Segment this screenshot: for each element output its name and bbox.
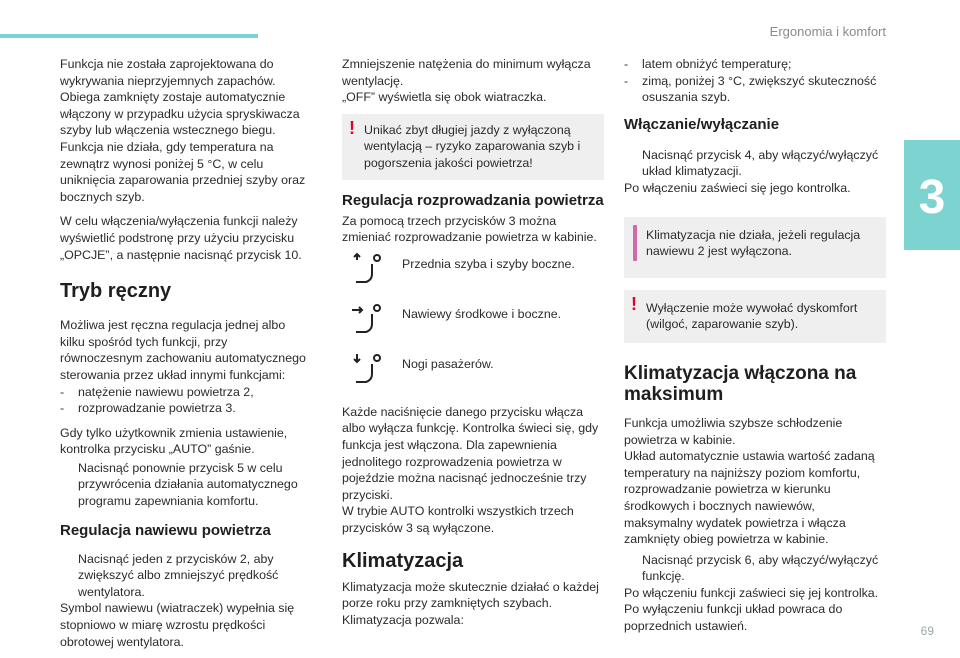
paragraph: Układ automatycznie ustawia wartość zadaną temperatury na najniższy poziom komfortu, rozprowadzanie powietrza w kierunku środkowych i bocznych nawiewów, maksymalny wydatek powietrza i włącza zamknięty obieg powietrza w kabinie. [624,449,875,547]
instruction-item: Nacisnąć przycisk 4, aby włączyć/wyłączyć układ klimatyzacji. [624,147,886,180]
bullet-icon [60,460,78,510]
top-accent-bar [0,34,258,38]
bullet-icon [60,551,78,601]
paragraph: Po włączeniu zaświeci się jego kontrolka. [624,180,851,195]
column-3 [624,56,886,643]
list-item: - latem obniżyć temperaturę; [624,57,792,71]
footwell-airflow-icon [350,352,386,388]
paragraph: Funkcja umożliwia szybsze schłodzenie powietrza w kabinie. [624,415,843,447]
instruction-item: Nacisnąć przycisk 6, aby włączyć/wyłączyć funkcję. [624,552,886,585]
warning-icon: ! [349,117,355,138]
column-1 [60,56,310,658]
heading-fan-control: Regulacja nawiewu powietrza [60,521,271,539]
page-number: 69 [920,624,934,638]
chapter-tab [904,140,960,250]
heading-air-conditioning: Klimatyzacja [342,549,464,572]
heading-air-distribution: Regulacja rozprowadzania powietrza [342,191,604,209]
list-item: - zimą, poniżej 3 °C, zwiększyć skuteczność osuszania szyb. [624,73,877,105]
distribution-option: Nogi pasażerów. [342,352,604,394]
central-vents-airflow-icon [350,302,386,338]
paragraph: „OFF” wyświetla się obok wiatraczka. [342,90,547,105]
instruction-item: Nacisnąć ponownie przycisk 5 w celu przywrócenia działania automatycznego programu zapewniania komfortu. [60,460,310,510]
paragraph: Każde naciśnięcie danego przycisku włącza albo wyłącza funkcję. Kontrolka świeci się, gdy funkcja jest włączona. Dla zapewnienia jednolitego rozprowadzenia powietrza w pojeździe można nacisnąć jednocześnie trzy przyciski. [342,404,599,502]
column-2 [342,56,604,636]
chapter-number: 3 [918,171,946,224]
distribution-option: Przednia szyba i szyby boczne. [342,252,604,294]
paragraph: Gdy tylko użytkownik zmienia ustawienie, kontrolka przycisku „AUTO” gaśnie. [60,425,288,457]
paragraph: W celu włączenia/wyłączenia funkcji należy wyświetlić podstronę przy użyciu przycisku „OPCJE”, a następnie nacisnąć przycisk 10. [60,214,302,262]
heading-max-ac: Klimatyzacja włączona na maksimum [624,362,857,405]
distribution-option: Nawiewy środkowe i boczne. [342,302,604,344]
paragraph: Możliwa jest ręczna regulacja jednej albo kilku spośród tych funkcji, przy równoczesnym zachowaniu automatycznego sterowania przez układ innymi funkcjami: [60,318,306,382]
warning-box: ! Wyłączenie może wywołać dyskomfort (wilgoć, zaparowanie szyb). [624,290,886,343]
list-item: - rozprowadzanie powietrza 3. [60,401,236,416]
bullet-icon [624,552,642,585]
heading-manual-mode: Tryb ręczny [60,280,172,303]
paragraph: Za pomocą trzech przycisków 3 można zmieniać rozprowadzanie powietrza w kabinie. [342,213,597,245]
info-icon [633,225,637,261]
paragraph: Klimatyzacja może skutecznie działać o każdej porze roku przy zamkniętych szybach. [342,579,599,611]
paragraph: Po włączeniu funkcji zaświeci się jej kontrolka. [624,585,879,600]
paragraph: Symbol nawiewu (wiatraczek) wypełnia się stopniowo w miarę wzrostu prędkości obrotowej wentylatora. [60,601,295,649]
warning-box: ! Unikać zbyt długiej jazdy z wyłączoną wentylacją – ryzyko zaparowania szyb i pogorszenia jakości powietrza! [342,114,604,180]
warning-icon: ! [631,293,637,314]
heading-on-off: Włączanie/wyłączanie [624,115,780,133]
instruction-item: Nacisnąć jeden z przycisków 2, aby zwiększyć albo zmniejszyć prędkość wentylatora. [60,551,310,601]
paragraph: Po wyłączeniu funkcji układ powraca do poprzednich ustawień. [624,602,843,634]
paragraph: Zmniejszenie natężenia do minimum wyłącza wentylację. [342,57,591,88]
list-item: - natężenie nawiewu powietrza 2, [60,384,254,399]
windscreen-airflow-icon [350,252,386,288]
paragraph: Klimatyzacja pozwala: [342,612,464,627]
section-header: Ergonomia i komfort [769,24,886,39]
paragraph: Funkcja nie została zaprojektowana do wykrywania nieprzyjemnych zapachów. Obiega zamknięty zostaje automatycznie włączony w przypadku użycia spryskiwacza szyby lub włączenia wstecznego biegu. Funkcja nie działa, gdy temperatura na zewnątrz wynosi poniżej 5 °C, w celu uniknięcia zaparowania przedniej szyby oraz bocznych szyb. [60,57,306,204]
info-box: Klimatyzacja nie działa, jeżeli regulacja nawiewu 2 jest wyłączona. [624,217,886,278]
paragraph: W trybie AUTO kontrolki wszystkich trzech przycisków 3 są wyłączone. [342,504,574,535]
bullet-icon [624,147,642,180]
